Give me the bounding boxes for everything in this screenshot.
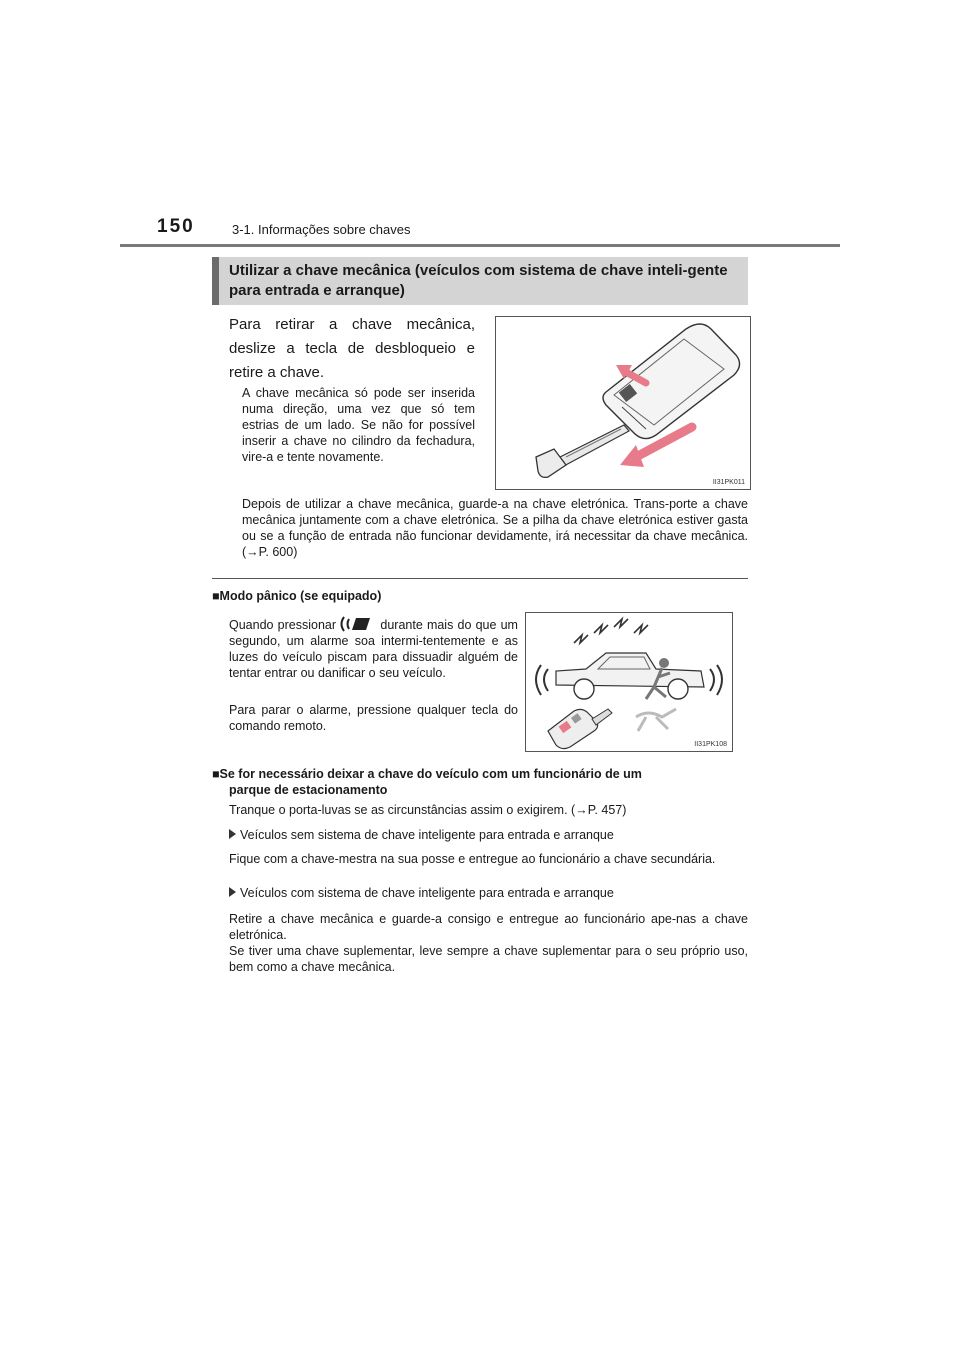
valet-sub1-label: Veículos sem sistema de chave inteligente para entrada e arranque [240, 828, 614, 842]
panic-mode-heading: ■Modo pânico (se equipado) [212, 589, 382, 603]
figure-panic-alarm [525, 612, 733, 752]
valet-text-2: Fique com a chave-mestra na sua posse e entregue ao funcionário a chave secundária. [229, 852, 716, 866]
intro-text: Para retirar a chave mecânica, deslize a tecla de desbloqueio e retire a chave. [229, 316, 475, 381]
valet-subheading-1 [229, 827, 748, 843]
note-text: A chave mecânica só pode ser inserida numa direção, uma vez que só tem estrias de um lado. Se não for possível inserir a chave no cilindro da fechadura, vire-a e tente novamente. [242, 386, 475, 464]
triangle-bullet-icon [229, 887, 236, 897]
valet-text-1: Tranque o porta-luvas se as circunstâncias assim o exigirem. (→P. 457) [229, 803, 627, 817]
panic-stop-text: Para parar o alarme, pressione qualquer tecla do comando remoto. [229, 703, 518, 733]
mechanical-key-illustration [496, 317, 750, 489]
panic-text-before: Quando pressionar [229, 618, 337, 632]
section-divider [212, 578, 748, 579]
valet-sub2-label: Veículos com sistema de chave inteligente para entrada e arranque [240, 886, 614, 900]
chapter-title: 3-1. Informações sobre chaves [232, 222, 411, 237]
figure-mechanical-key [495, 316, 751, 490]
panic-text-after: durante mais do que um segundo, um alarme soa intermi-tentemente e as luzes do veículo piscam para dissuadir alguém de tentar entrar ou danificar o seu veículo. [229, 618, 518, 680]
valet-text-4: Se tiver uma chave suplementar, leve sempre a chave suplementar para o seu próprio uso, bem como a chave mecânica. [229, 944, 748, 974]
valet-heading-line2: parque de estacionamento [229, 783, 388, 797]
panic-description [229, 615, 518, 681]
figure-code: II31PK108 [694, 741, 727, 748]
figure-code: II31PK011 [712, 479, 745, 486]
panic-alarm-illustration [526, 613, 732, 751]
valet-heading-line1: ■Se for necessário deixar a chave do veículo com um funcionário de um [212, 767, 642, 781]
valet-heading [212, 766, 748, 798]
valet-subheading-2 [229, 885, 748, 901]
section-title: Utilizar a chave mecânica (veículos com sistema de chave inteli-gente para entrada e arranque) [212, 257, 748, 305]
body-paragraph: Depois de utilizar a chave mecânica, guarde-a na chave eletrónica. Trans-porte a chave mecânica juntamente com a chave eletrónica. Se a pilha da chave eletrónica estiver gasta ou se a função de entrada não funcionar devidamente, irá necessitar da chave mecânica. (→P. 600) [242, 497, 748, 559]
panic-button-icon [340, 615, 376, 633]
triangle-bullet-icon [229, 829, 236, 839]
valet-text-3: Retire a chave mecânica e guarde-a consigo e entregue ao funcionário ape-nas a chave eletrónica. [229, 912, 748, 942]
page-number: 150 [157, 216, 195, 237]
header-rule [120, 244, 840, 247]
